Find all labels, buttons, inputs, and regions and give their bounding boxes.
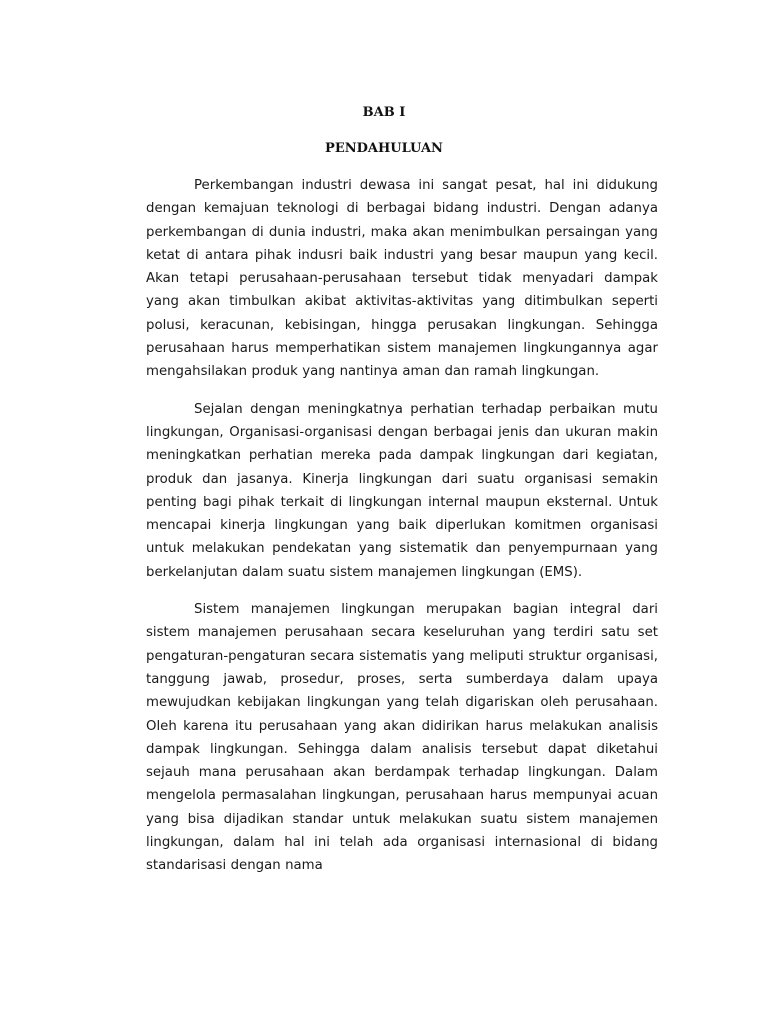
chapter-heading: BAB I xyxy=(362,105,406,120)
paragraph: Sistem manajemen lingkungan merupakan bagian integral dari sistem manajemen perusahaan secara keseluruhan yang terdiri satu set pengaturan-pengaturan secara sistematis yang meliputi struktur organisasi, tanggung jawab, prosedur, proses, serta sumberdaya dalam upaya mewujudkan kebijakan lingkungan yang telah digariskan oleh perusahaan. Oleh karena itu perusahaan yang akan didirikan harus melakukan analisis dampak lingkungan. Sehingga dalam analisis tersebut dapat diketahui sejauh mana perusahaan akan berdampak terhadap lingkungan. Dalam mengelola permasalahan lingkungan, perusahaan harus mempunyai acuan yang bisa dijadikan standar untuk melakukan suatu sistem manajemen lingkungan, dalam hal ini telah ada organisasi internasional di bidang standarisasi dengan nama xyxy=(146,602,658,874)
body-text xyxy=(146,174,658,892)
paragraph: Perkembangan industri dewasa ini sangat pesat, hal ini didukung dengan kemajuan teknologi di berbagai bidang industri. Dengan adanya perkembangan di dunia industri, maka akan menimbulkan persaingan yang ketat di antara pihak indusri baik industri yang besar maupun yang kecil. Akan tetapi perusahaan-perusahaan tersebut tidak menyadari dampak yang akan timbulkan akibat aktivitas-aktivitas yang ditimbulkan seperti polusi, keracunan, kebisingan, hingga perusakan lingkungan. Sehingga perusahaan harus memperhatikan sistem manajemen lingkungannya agar mengahsilakan produk yang nantinya aman dan ramah lingkungan. xyxy=(146,178,658,380)
chapter-title: PENDAHULUAN xyxy=(325,141,443,156)
paragraph: Sejalan dengan meningkatnya perhatian terhadap perbaikan mutu lingkungan, Organisasi-organisasi dengan berbagai jenis dan ukuran makin meningkatkan perhatian mereka pada dampak lingkungan dari kegiatan, produk dan jasanya. Kinerja lingkungan dari suatu organisasi semakin penting bagi pihak terkait di lingkungan internal maupun eksternal. Untuk mencapai kinerja lingkungan yang baik diperlukan komitmen organisasi untuk melakukan pendekatan yang sistematik dan penyempurnaan yang berkelanjutan dalam suatu sistem manajemen lingkungan (EMS). xyxy=(146,401,658,580)
